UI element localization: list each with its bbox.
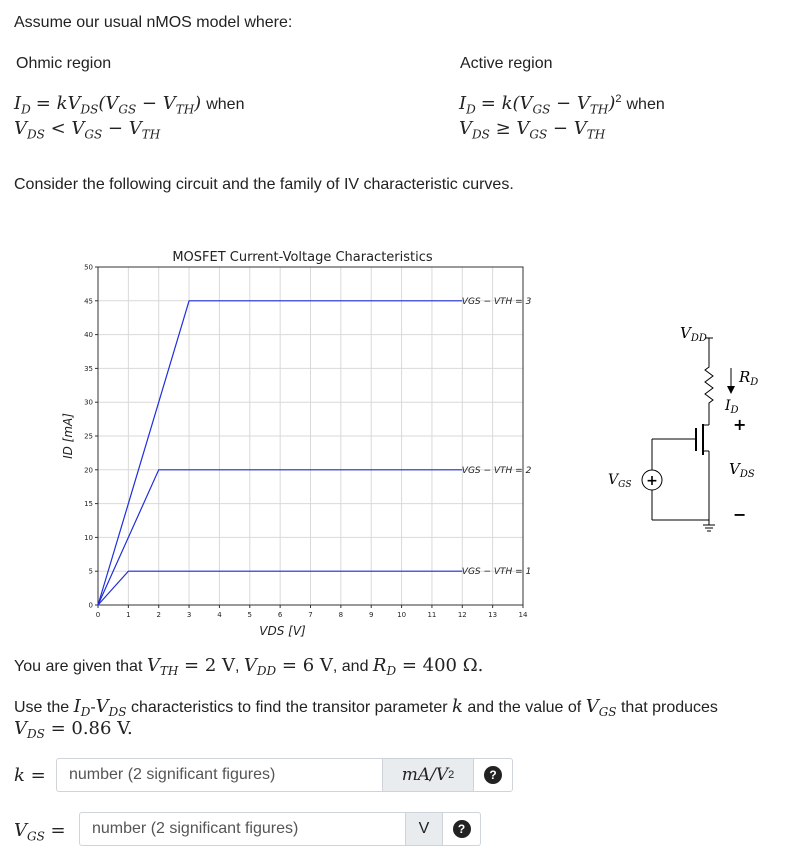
y-tick-label: 0 — [88, 601, 93, 610]
k-unit: mA/V 2 — [382, 758, 474, 792]
active-equation: $I_D = k(V_{GS} - V_{TH})^2$ when — [459, 93, 665, 117]
vgs-unit: V — [405, 812, 443, 846]
x-tick-label: 14 — [518, 611, 528, 619]
y-tick-label: 15 — [84, 500, 93, 509]
y-tick-label: 50 — [84, 263, 93, 272]
vds-minus: − — [733, 505, 747, 524]
x-tick-label: 3 — [186, 611, 192, 619]
x-axis-label: VDS [V] — [259, 624, 306, 638]
x-tick-label: 1 — [126, 611, 131, 619]
k-label: k = — [14, 765, 46, 786]
x-tick-label: 9 — [368, 611, 374, 619]
x-tick-label: 12 — [457, 611, 467, 619]
x-tick-label: 6 — [277, 611, 283, 619]
chart-title: MOSFET Current-Voltage Characteristics — [172, 250, 433, 265]
k-input[interactable] — [56, 758, 383, 792]
x-tick-label: 8 — [338, 611, 344, 619]
given-text: You are given that $V_{TH} = 2$ V, $V_{DD} = 6$ V, and $R_D = 400$ Ω. — [14, 655, 484, 679]
x-tick-label: 7 — [308, 611, 313, 619]
vgs-input[interactable] — [79, 812, 406, 846]
vds-plus: + — [733, 415, 747, 434]
vds-label: $V_{DS}$ — [729, 460, 755, 480]
y-tick-label: 25 — [84, 432, 93, 441]
intro-text: Assume our usual nMOS model where: — [14, 14, 293, 31]
vgs-answer-label: $V_{GS}$ = — [14, 820, 66, 844]
x-tick-label: 4 — [217, 611, 222, 619]
y-tick-label: 35 — [84, 364, 93, 373]
consider-text: Consider the following circuit and the family of IV characteristic curves. — [14, 176, 514, 193]
id-label: $I_D$ — [725, 398, 739, 416]
active-condition: $V_{DS} \ge V_{GS} - V_{TH}$ — [459, 118, 606, 142]
series-label-1: VGS − VTH = 1 — [461, 567, 532, 578]
vgs-label: $V_{GS}$ — [608, 472, 632, 490]
vgs-plus: + — [646, 473, 658, 489]
ohmic-equation: $I_D = kV_{DS}(V_{GS} - V_{TH})$ when — [14, 93, 245, 117]
help-icon: ? — [453, 820, 471, 838]
task-line-1: Use the $I_D-V_{DS}$ characteristics to find the transitor parameter k and the value of $V_{GS}$ that produces — [14, 696, 718, 720]
x-tick-label: 0 — [95, 611, 101, 619]
ohmic-condition: $V_{DS} < V_{GS} - V_{TH}$ — [14, 118, 161, 142]
x-tick-label: 2 — [156, 611, 161, 619]
help-icon: ? — [484, 766, 502, 784]
task-line-2: $V_{DS} = 0.86$ V. — [14, 718, 133, 742]
y-tick-label: 5 — [88, 567, 93, 576]
k-help-button[interactable] — [474, 758, 513, 792]
x-tick-label: 5 — [247, 611, 253, 619]
ohmic-title: Ohmic region — [16, 55, 112, 72]
x-tick-label: 11 — [427, 611, 437, 619]
rd-label: $R_D$ — [739, 368, 759, 388]
resistor-rd — [705, 362, 713, 408]
y-tick-label: 20 — [84, 466, 93, 475]
active-title: Active region — [460, 55, 553, 72]
vdd-label: $V_{DD}$ — [680, 324, 707, 344]
x-tick-label: 10 — [397, 611, 407, 619]
vgs-help-button[interactable] — [443, 812, 481, 846]
y-axis-label: ID [mA] — [61, 413, 75, 459]
series-label-2: VGS − VTH = 2 — [461, 465, 532, 476]
y-tick-label: 10 — [84, 533, 93, 542]
circuit-diagram — [595, 320, 785, 540]
y-tick-label: 45 — [84, 297, 93, 306]
y-tick-label: 30 — [84, 398, 93, 407]
y-tick-label: 40 — [84, 331, 93, 340]
series-label-3: VGS − VTH = 3 — [461, 296, 532, 307]
iv-chart — [40, 240, 550, 640]
x-tick-label: 13 — [488, 611, 498, 619]
